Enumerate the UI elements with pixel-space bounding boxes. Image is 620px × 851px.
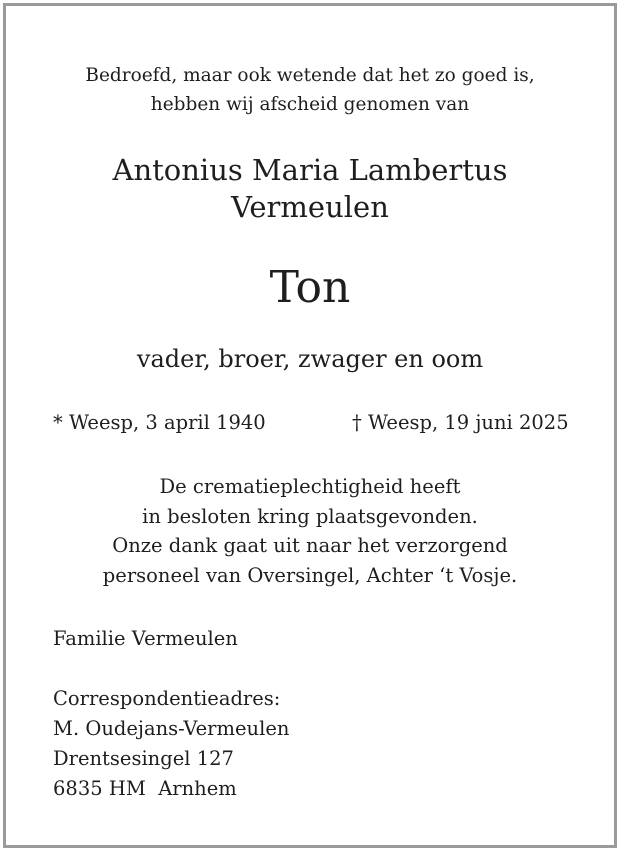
message-line-3: Onze dank gaat uit naar het verzorgend (112, 534, 508, 557)
full-name-line-2: Vermeulen (231, 190, 389, 224)
message-line-1: De crematieplechtigheid heeft (159, 475, 461, 498)
intro-line-1: Bedroefd, maar ook wetende dat het zo goed is, (85, 65, 535, 86)
intro-text (6, 61, 614, 119)
full-name-line-1: Antonius Maria Lambertus (112, 153, 508, 187)
address-heading: Correspondentieadres: (53, 687, 281, 710)
birth-date: * Weesp, 3 april 1940 (53, 411, 266, 434)
deceased-full-name (6, 152, 614, 226)
family-signature: Familie Vermeulen (53, 627, 238, 650)
deceased-call-name: Ton (269, 262, 351, 313)
address-city: 6835 HM Arnhem (53, 777, 237, 800)
family-relation: vader, broer, zwager en oom (136, 345, 484, 373)
correspondence-address (53, 684, 289, 804)
message-line-2: in besloten kring plaatsgevonden. (142, 504, 478, 528)
address-street: Drentsesingel 127 (53, 747, 234, 770)
intro-line-2: hebben wij afscheid genomen van (150, 94, 470, 115)
death-date: † Weesp, 19 juni 2025 (352, 411, 569, 434)
address-name: M. Oudejans-Vermeulen (53, 717, 290, 740)
death-notice-card (3, 3, 617, 848)
message-line-4: personeel van Oversingel, Achter ‘t Vosje. (102, 563, 518, 587)
ceremony-message (6, 472, 614, 590)
